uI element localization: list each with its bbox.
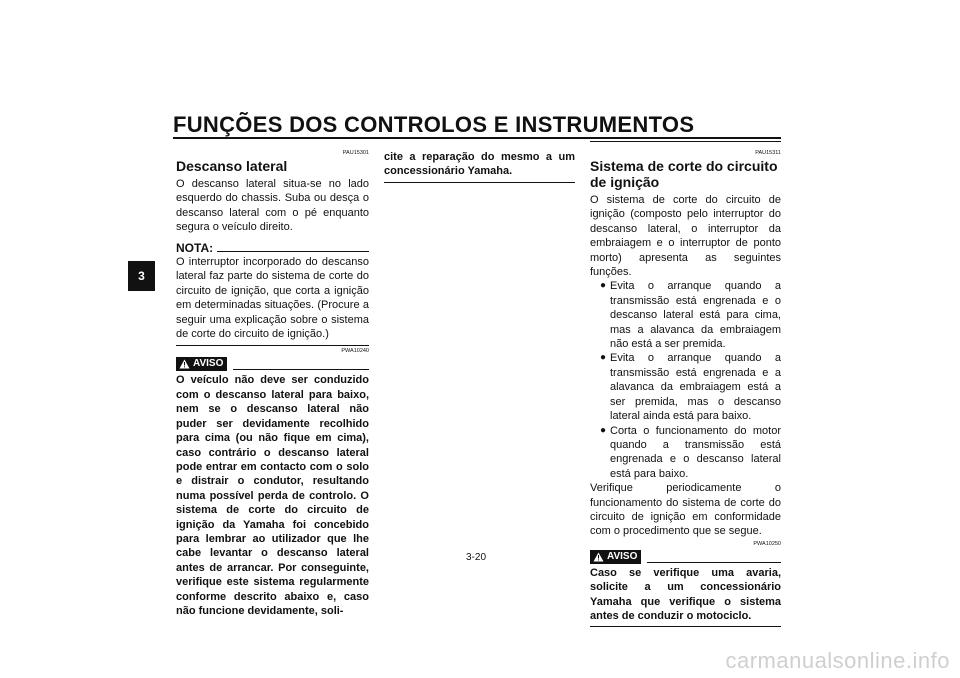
warning-text: O veículo não deve ser conduzido com o descanso lateral para baixo, nem se o descanso lateral não puder ser devidamente recolhido para cima (ou não fique em cima), caso contrário o descanso lateral pode entrar em contacto com o solo e distrair o condutor, resultando numa possível perda de controlo. O sistema de corte do circuito de ignição da Yamaha foi concebido para lembrar ao utilizador que lhe cabe levantar o descanso lateral antes de arrancar. Por conseguinte, verifique este sistema regularmente conforme descrito abaixo e, caso não funcione devidamente, soli-	[176, 374, 369, 617]
header-rule	[173, 137, 781, 139]
warning-header	[590, 550, 781, 564]
page-title: FUNÇÕES DOS CONTROLOS E INSTRUMENTOS	[173, 112, 695, 137]
warning-text-continued: cite a reparação do mesmo a um concessionário Yamaha.	[384, 151, 575, 178]
header-rule-secondary	[590, 141, 781, 142]
section-code: PAU15301	[342, 150, 369, 156]
bullet-icon: ●	[600, 280, 607, 292]
list-item: ● Evita o arranque quando a transmissão está engrenada e a alavanca da embraiagem está a ser premida, mas o descanso lateral ainda está para baixo.	[600, 352, 781, 423]
note-label: NOTA:	[176, 240, 214, 255]
chapter-tab: 3	[128, 261, 155, 291]
section-code: PAU15311	[755, 150, 781, 156]
warning-label: AVISO	[193, 358, 224, 370]
page-number: 3-20	[466, 552, 487, 563]
warning-rule	[647, 562, 781, 563]
list-item: ● Corta o funcionamento do motor quando a transmissão está engrenada e o descanso lateral está para baixo.	[600, 424, 781, 480]
section-heading-sidestand: Descanso lateral	[176, 158, 288, 174]
note-text: O interruptor incorporado do descanso lateral faz parte do sistema de corte do circuito de ignição, que corta a ignição em determinadas situações. (Procure a seguir uma explicação sobre o sistema de corte do circuito de ignição.)	[176, 256, 369, 341]
watermark: carmanualsonline.info	[725, 648, 950, 673]
warning-icon	[179, 359, 190, 369]
ignition-intro: O sistema de corte do circuito de ignição (composto pelo interruptor do descanso lateral, o interruptor da embraiagem e o interruptor de ponto morto) apresenta as seguintes funções.	[590, 194, 781, 279]
warning-badge	[590, 550, 641, 564]
note-rule	[217, 251, 369, 252]
warning-icon	[593, 552, 604, 562]
warning-badge	[176, 357, 227, 371]
warning-code: PWA10240	[341, 348, 369, 355]
bullet-icon: ●	[600, 352, 607, 364]
warning-text: Caso se verifique uma avaria, solicite a um concessionário Yamaha que verifique o sistema antes de conduzir o motociclo.	[590, 566, 781, 622]
warning-code: PWA10250	[753, 540, 781, 547]
section-heading-ignition-cutoff: Sistema de corte do circuito de ignição	[590, 158, 778, 190]
note-end-rule	[176, 345, 369, 346]
right-column	[590, 150, 781, 627]
warning-rule	[233, 369, 369, 370]
warning-label: AVISO	[607, 550, 638, 562]
warning-end-rule	[590, 626, 781, 627]
warning-header	[176, 357, 369, 371]
list-item: ● Evita o arranque quando a transmissão está engrenada e o descanso lateral está para cima, mas a alavanca da embraiagem não está a ser premida.	[600, 280, 781, 351]
ignition-outro: Verifique periodicamente o funcionamento do sistema de corte do circuito de ignição em conformidade com o procedimento que se segue.	[590, 482, 781, 538]
middle-column	[384, 150, 575, 183]
bullet-icon: ●	[600, 424, 607, 436]
note-header	[176, 241, 369, 255]
warning-end-rule	[384, 182, 575, 183]
left-column	[176, 150, 369, 618]
sidestand-intro: O descanso lateral situa-se no lado esquerdo do chassis. Suba ou desça o descanso lateral com o pé enquanto segura o veículo direito.	[176, 178, 369, 234]
